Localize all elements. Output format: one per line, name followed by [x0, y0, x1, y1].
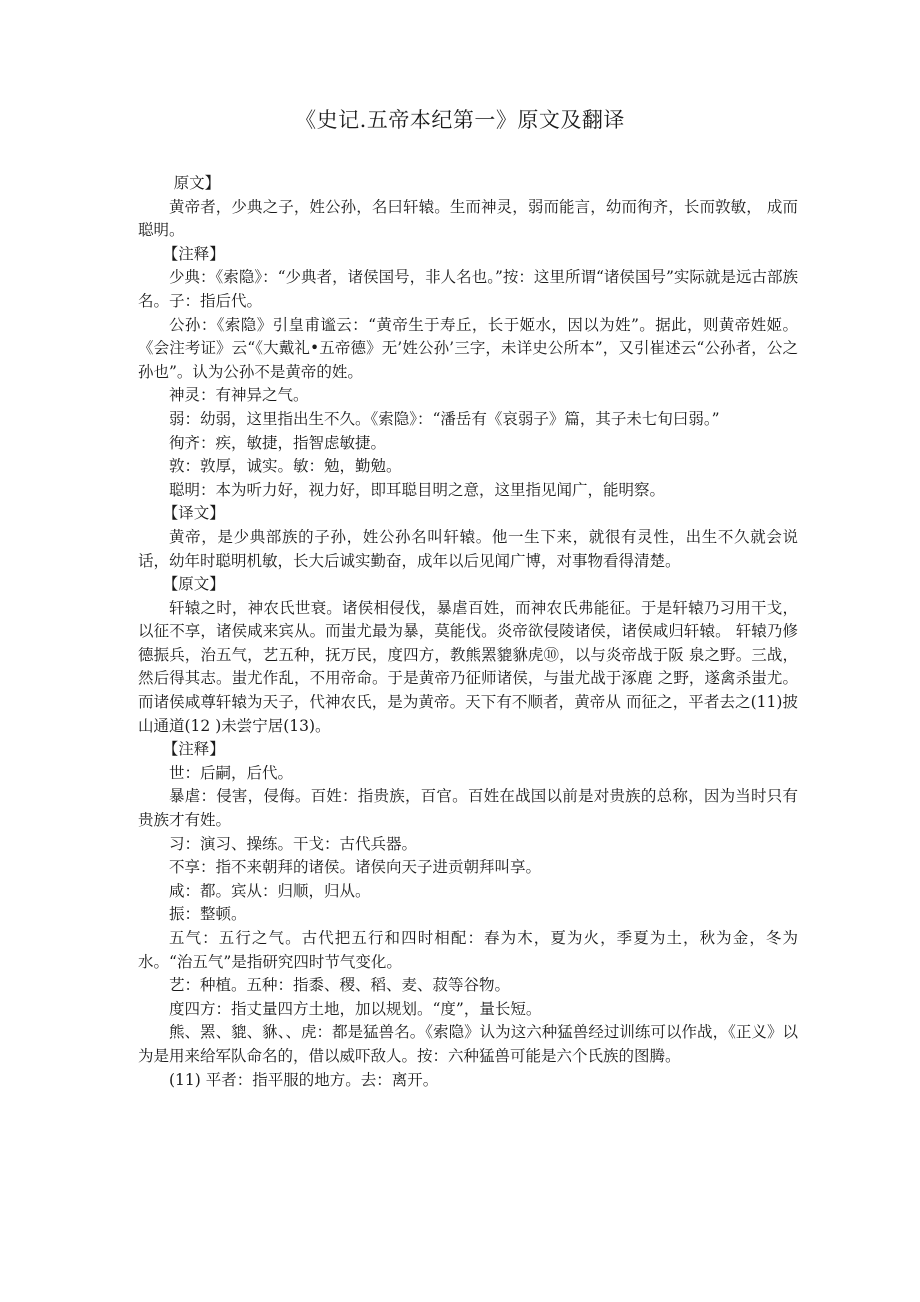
paragraph: 暴虐：侵害，侵侮。百姓：指贵族，百官。百姓在战国以前是对贵族的总称，因为当时只有贵族才有姓。 [138, 787, 798, 830]
paragraph: 弱：幼弱，这里指出生不久。《索隐》：“潘岳有《哀弱子》篇，其子未七旬曰弱。” [169, 409, 720, 428]
paragraph: 聪明：本为听力好，视力好，即耳聪目明之意，这里指见闻广，能明察。 [169, 480, 666, 499]
paragraph: 五气：五行之气。古代把五行和四时相配：春为木，夏为火，季夏为土，秋为金，冬为水。“治五气”是指研究四时节气变化。 [138, 929, 798, 971]
paragraph: 度四方：指丈量四方土地，加以规划。“度”，量长短。 [169, 999, 542, 1018]
paragraph: 轩辕之时，神农氏世衰。诸侯相侵伐，暴虐百姓，而神农氏弗能征。于是轩辕乃习用干戈，以征不享，诸侯咸来宾从。而蚩尤最为暴，莫能伐。炎帝欲侵陵诸侯，诸侯咸归轩辕。 轩辕乃修德振兵，治五气，艺五种，抚万民，度四方，教熊罴貔貅虎⑩，以与炎帝战于阪 泉之野。三战，然后得其志。蚩尤作乱，不用帝命。于是黄帝乃征师诸侯，与蚩尤战于涿鹿 之野，遂禽杀蚩尤。而诸侯咸尊轩辕为天子，代神农氏，是为黄帝。天下有不顺者，黄帝从 而征之，平者去之(11)披山通道(12 )未尝宁居(13)。 [138, 598, 798, 735]
paragraph: 艺：种植。五种：指黍、稷、稻、麦、菽等谷物。 [169, 976, 511, 995]
paragraph: 黄帝，是少典部族的子孙，姓公孙名叫轩辕。他一生下来，就很有灵性，出生不久就会说话，幼年时聪明机敏，长大后诚实勤奋，成年以后见闻广博，对事物看得清楚。 [138, 527, 798, 570]
section-heading: 【原文】 [162, 575, 225, 594]
paragraph: 习：演习、操练。干戈：古代兵器。 [169, 834, 418, 853]
paragraph: 咸：都。宾从：归顺，归从。 [169, 881, 371, 900]
section-heading: 【注释】 [162, 740, 225, 759]
document-title: 《史记.五帝本纪第一》原文及翻译 [295, 108, 625, 132]
paragraph: 不享：指不来朝拜的诸侯。诸侯向天子进贡朝拜叫享。 [169, 858, 542, 877]
document-body [138, 172, 798, 1092]
paragraph: 少典：《索隐》：“少典者，诸侯国号，非人名也。”按：这里所谓“诸侯国号”实际就是远古部族名。子：指后代。 [138, 268, 798, 310]
section-heading: 原文】 [173, 174, 221, 192]
paragraph: 敦：敦厚，诚实。敏：勉，勤勉。 [169, 457, 402, 476]
section-heading: 【注释】 [162, 244, 225, 263]
paragraph: 神灵：有神异之气。 [169, 386, 309, 405]
paragraph: 熊、罴、貔、貅、、虎：都是猛兽名。《索隐》认为这六种猛兽经过训练可以作战，《正义》以为是用来给军队命名的，借以威吓敌人。按：六种猛兽可能是六个氏族的图腾。 [138, 1023, 798, 1065]
section-heading: 【译文】 [162, 504, 225, 523]
paragraph: (11) 平者：指平服的地方。去：离开。 [169, 1070, 439, 1089]
paragraph: 公孙：《索隐》引皇甫谧云：“黄帝生于寿丘，长于姬水，因以为姓”。据此，则黄帝姓姬。《会注考证》云“《大戴礼•五帝德》无’姓公孙’三字，未详史公所本”，又引崔述云“公孙者，公之孙也”。认为公孙不是黄帝的姓。 [138, 315, 798, 381]
paragraph: 黄帝者，少典之子，姓公孙，名曰轩辕。生而神灵，弱而能言，幼而徇齐，长而敦敏， 成而聪明。 [138, 197, 798, 240]
paragraph: 徇齐：疾，敏捷，指智虑敏捷。 [169, 433, 387, 452]
paragraph: 振：整顿。 [169, 905, 247, 924]
paragraph: 世：后嗣，后代。 [169, 763, 294, 782]
